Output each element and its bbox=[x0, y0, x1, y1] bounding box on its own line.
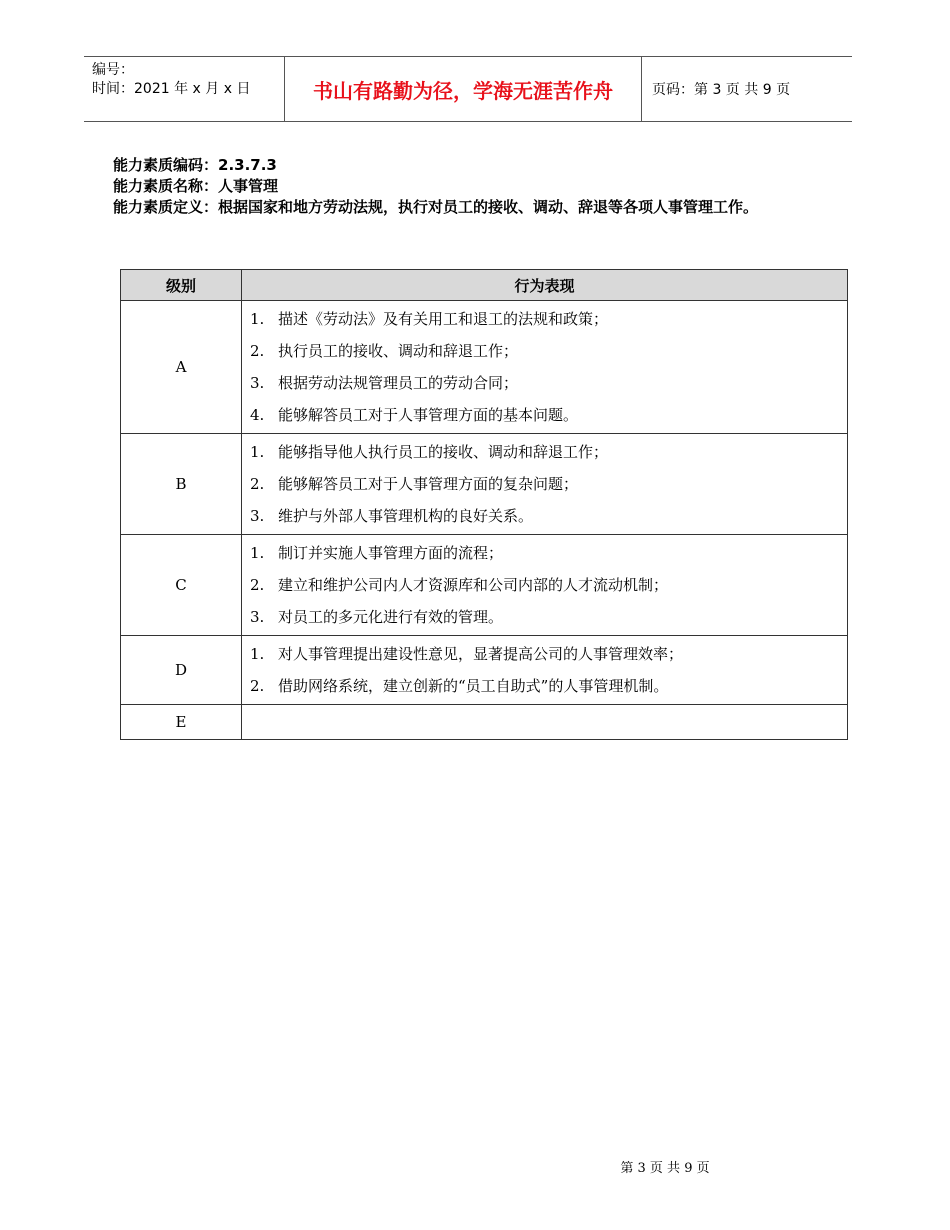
behavior-item-number: 1. bbox=[250, 443, 265, 461]
behavior-item bbox=[250, 436, 847, 468]
table-row bbox=[121, 705, 848, 740]
behavior-item bbox=[250, 367, 847, 399]
level-cell: D bbox=[121, 636, 242, 705]
behavior-cell bbox=[242, 301, 848, 434]
level-cell: E bbox=[121, 705, 242, 740]
behavior-item-text: 制订并实施人事管理方面的流程； bbox=[278, 544, 504, 562]
behavior-column-header: 行为表现 bbox=[242, 270, 848, 301]
behavior-item-text: 建立和维护公司内人才资源库和公司内部的人才流动机制； bbox=[278, 576, 669, 594]
table-body bbox=[121, 301, 848, 740]
behavior-item-number: 2. bbox=[250, 677, 265, 695]
header-motto: 书山有路勤为径，学海无涯苦作舟 bbox=[284, 57, 642, 121]
page-header bbox=[84, 56, 852, 122]
table-row bbox=[121, 636, 848, 705]
behavior-item-text: 对人事管理提出建设性意见，显著提高公司的人事管理效率； bbox=[278, 645, 684, 663]
behavior-item bbox=[250, 638, 847, 670]
behavior-cell bbox=[242, 434, 848, 535]
behavior-item-number: 1. bbox=[250, 544, 265, 562]
behavior-item-number: 2. bbox=[250, 342, 265, 360]
behavior-item bbox=[250, 601, 847, 633]
behavior-item-text: 能够解答员工对于人事管理方面的复杂问题； bbox=[278, 475, 579, 493]
behavior-item-text: 对员工的多元化进行有效的管理。 bbox=[278, 608, 504, 626]
competency-info bbox=[113, 155, 853, 218]
competency-definition: 能力素质定义：根据国家和地方劳动法规，执行对员工的接收、调动、辞退等各项人事管理工作。 bbox=[113, 198, 759, 216]
behavior-item-number: 1. bbox=[250, 645, 265, 663]
table-row bbox=[121, 434, 848, 535]
behavior-item bbox=[250, 670, 847, 702]
behavior-item-number: 4. bbox=[250, 406, 265, 424]
behavior-item bbox=[250, 569, 847, 601]
behavior-item bbox=[250, 303, 847, 335]
table-row bbox=[121, 301, 848, 434]
behavior-item-text: 维护与外部人事管理机构的良好关系。 bbox=[278, 507, 534, 525]
behavior-item bbox=[250, 335, 847, 367]
behavior-item-text: 借助网络系统，建立创新的“员工自助式”的人事管理机制。 bbox=[278, 677, 669, 695]
behavior-cell bbox=[242, 535, 848, 636]
behavior-cell bbox=[242, 636, 848, 705]
document-number-label: 编号： bbox=[92, 62, 134, 78]
behavior-item-text: 能够指导他人执行员工的接收、调动和辞退工作； bbox=[278, 443, 609, 461]
behavior-item-number: 3. bbox=[250, 507, 265, 525]
competency-code: 能力素质编码：2.3.7.3 bbox=[113, 156, 277, 174]
behavior-item-text: 能够解答员工对于人事管理方面的基本问题。 bbox=[278, 406, 579, 424]
behavior-item bbox=[250, 399, 847, 431]
behavior-item bbox=[250, 468, 847, 500]
header-left bbox=[84, 57, 284, 121]
behavior-item-number: 1. bbox=[250, 310, 265, 328]
behavior-item-number: 2. bbox=[250, 475, 265, 493]
behavior-cell bbox=[242, 705, 848, 740]
level-column-header: 级别 bbox=[121, 270, 242, 301]
level-cell: B bbox=[121, 434, 242, 535]
behavior-item-text: 描述《劳动法》及有关用工和退工的法规和政策； bbox=[278, 310, 609, 328]
level-cell: A bbox=[121, 301, 242, 434]
page-footer: 第 3 页 共 9 页 bbox=[620, 1161, 710, 1176]
behavior-item-text: 根据劳动法规管理员工的劳动合同； bbox=[278, 374, 519, 392]
behavior-item-text: 执行员工的接收、调动和辞退工作； bbox=[278, 342, 519, 360]
document-time-label: 时间：2021 年 x 月 x 日 bbox=[92, 81, 251, 97]
competency-name: 能力素质名称：人事管理 bbox=[113, 177, 279, 195]
header-page-number: 页码：第 3 页 共 9 页 bbox=[652, 82, 791, 98]
behavior-item bbox=[250, 537, 847, 569]
level-cell: C bbox=[121, 535, 242, 636]
table-header-row bbox=[121, 270, 848, 301]
behavior-item-number: 3. bbox=[250, 374, 265, 392]
behavior-item-number: 3. bbox=[250, 608, 265, 626]
behavior-item bbox=[250, 500, 847, 532]
behavior-item-number: 2. bbox=[250, 576, 265, 594]
behavior-level-table bbox=[120, 269, 848, 740]
table-row bbox=[121, 535, 848, 636]
